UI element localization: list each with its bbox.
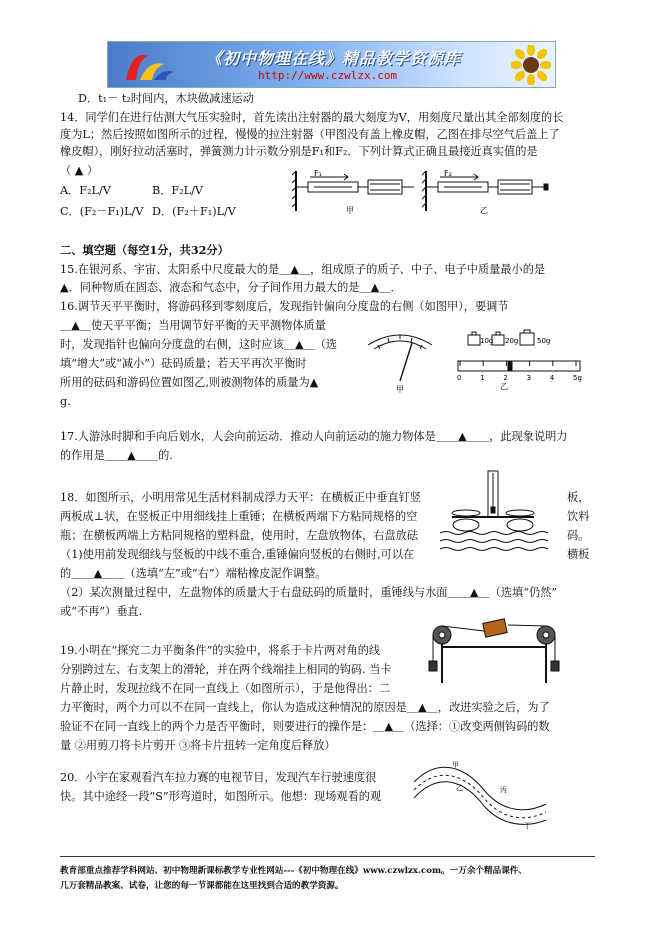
q18-line2: 两板成⊥状，在竖板正中用细线挂上重锤；在横板两端下方粘同规格的空	[60, 510, 418, 523]
q14-line2: 度为L；然后按照如图所示的过程，慢慢的拉注射器（甲图没有盖上橡皮帽，乙图在排尽空气后盖上了	[60, 128, 560, 141]
q18-line7: 或“不再”）垂直.	[60, 605, 143, 618]
rider-tick-label: 1	[480, 374, 485, 382]
rider-tick-label: 4	[549, 374, 555, 382]
balance-label-jia: 甲	[396, 385, 404, 394]
q14-option-c: C．(F₂－F₁)L/V	[60, 205, 144, 218]
float-balance-figure	[440, 467, 550, 567]
pulley-card-figure	[424, 617, 564, 689]
q14-line1: 14．同学们在进行估测大气压实验时，首先读出注射器的最大刻度为V，用刻度尺量出其全部刻度的长	[60, 111, 564, 124]
q19-line1: 19.小明在“探究二力平衡条件”的实验中，将系于卡片两对角的线	[60, 644, 381, 657]
rider-tick-label: 2	[503, 374, 508, 382]
q14-option-d: D．(F₂＋F₁)L/V	[152, 205, 236, 218]
weight-10g: 10g	[480, 337, 494, 345]
q18-line1-right: 板，	[567, 491, 590, 504]
balance-label-yi: 乙	[500, 382, 508, 391]
s-road-figure	[410, 760, 550, 830]
q19-line2: 分别跨过左、右支架上的滑轮，并在两个线端挂上相同的钩码. 当卡	[60, 663, 392, 676]
q20-line2: 快。其中途经一段“S”形弯道时，如图所示。他想：现场观看的观	[60, 790, 382, 803]
q20-line1: 20．小宇在家观看汽车拉力赛的电视节目，发现汽车行驶速度很	[60, 771, 377, 784]
q18-line5: 的＿＿▲＿＿（选填“左”或“右”）端粘橡皮泥作调整。	[60, 567, 327, 580]
section-fill-in-title: 二、填空题（每空1分，共32分）	[60, 243, 229, 257]
site-banner	[107, 41, 556, 88]
q16-line2: ＿▲＿使天平平衡；当用调节好平衡的天平测物体质量	[60, 319, 326, 332]
q16-line3: 时，发现指针也偏向分度盘的右侧，这时应该＿▲＿（选	[60, 338, 338, 351]
q14-option-b: B．F₂L/V	[152, 184, 203, 197]
q19-line4: 力平衡时，两个力可以不在同一直线上，你认为造成这种情况的原因是＿▲＿，改进实验之后，为了	[60, 701, 550, 714]
balance-figure	[360, 323, 600, 395]
syringe-label-yi: 乙	[480, 206, 488, 215]
road-label-yi: 乙	[456, 784, 463, 792]
rider-tick-label: 5g	[573, 374, 582, 382]
weight-50g: 50g	[537, 337, 551, 345]
road-label-bing: 丙	[500, 786, 507, 794]
rider-tick-label: 3	[526, 374, 532, 382]
footer-line2: 几万套精品教案、试卷，让您的每一节课都能在这里找到合适的教学资源。	[60, 881, 344, 891]
q16-line1: 16.调节天平平衡时，将游码移到零刻度后，发现指针偏向分度盘的右侧（如图甲），要调节	[60, 300, 509, 313]
syringe-label-jia: 甲	[346, 206, 354, 215]
road-label-jia: 甲	[452, 761, 459, 769]
q18-line2-right: 饮料	[567, 510, 590, 523]
q16-line5: 所用的砝码和游码位置如图乙,则被测物体的质量为▲	[60, 376, 319, 389]
rider-tick-label: 0	[457, 374, 462, 382]
banner-title: 《初中物理在线》精品教学资源库	[206, 49, 462, 68]
q15-line1: 15.在银河系、宇宙、太阳系中尺度最大的是＿▲＿，组成原子的质子、中子、电子中质量最小的是	[60, 263, 546, 276]
q16-line6: g.	[60, 395, 71, 408]
q18-line3: 瓶；在横板两端上方粘同规格的塑料盘，使用时，左盘放物体，右盘放砝	[60, 529, 419, 542]
footer-divider	[60, 856, 595, 857]
q18-line6: （2）某次测量过程中，左盘物体的质量大于右盘砝码的质量时，重锤线与水面＿＿▲＿（选填“仍然”	[60, 586, 558, 599]
banner-url[interactable]: http://www.czwlzx.com	[258, 69, 398, 82]
syringe-f1-label: F₁	[314, 169, 322, 178]
q19-line3: 片静止时，发现拉线不在同一直线上（如图所示），于是他得出：二	[60, 682, 391, 695]
q14-line3: 橡皮帽），刚好拉动活塞时，弹簧测力计示数分别是F₁和F₂．下列计算式正确且最接近真实值的是	[60, 145, 538, 158]
q18-line4-right: 横板	[567, 548, 590, 561]
q17-line1: 17.人游泳时脚和手向后划水，人会向前运动．推动人向前运动的施力物体是＿＿▲＿＿，此现象说明力	[60, 430, 568, 443]
q19-line6: 量 ②用剪刀将卡片剪开 ③将卡片扭转一定角度后释放）	[60, 739, 336, 752]
syringe-figure	[290, 167, 600, 217]
syringe-f2-label: F₂	[444, 169, 452, 178]
sunflower-icon	[511, 45, 551, 85]
footer-line1: 教育部重点推荐学科网站、初中物理新课标教学专业性网站---《初中物理在线》www.czwlzx.com。一万余个精品课件、	[60, 866, 527, 876]
weight-20g: 20g	[505, 337, 519, 345]
q14-answer-blank: （ ▲ ）	[60, 164, 99, 177]
site-logo-icon	[118, 46, 178, 84]
q19-line5: 验证不在同一直线上的两个力是否平衡时，则要进行的操作是：＿▲＿（选择：①改变两侧钩码的数	[60, 720, 550, 733]
q17-line2: 的作用是＿＿▲＿＿的.	[60, 449, 173, 462]
q15-line2: ▲．同种物质在固态、液态和气态中，分子间作用力最大的是＿▲＿．	[60, 281, 402, 294]
q16-line4: 填“增大”或“减小”）砝码质量；若天平再次平衡时	[60, 357, 307, 370]
road-label-ding: 丁	[524, 822, 531, 830]
q18-line3-right: 码。	[567, 529, 590, 542]
q14-option-a: A．F₂L/V	[60, 184, 111, 197]
option-d-q13: D．t₁－ t₂时间内，木块做减速运动	[78, 92, 254, 105]
q18-line1: 18．如图所示，小明用常见生活材料制成浮力天平：在横板正中垂直钉竖	[60, 491, 422, 504]
q18-line4: （1)使用前发现细线与竖板的中线不重合,重锤偏向竖板的右侧时,可以在	[60, 548, 415, 561]
